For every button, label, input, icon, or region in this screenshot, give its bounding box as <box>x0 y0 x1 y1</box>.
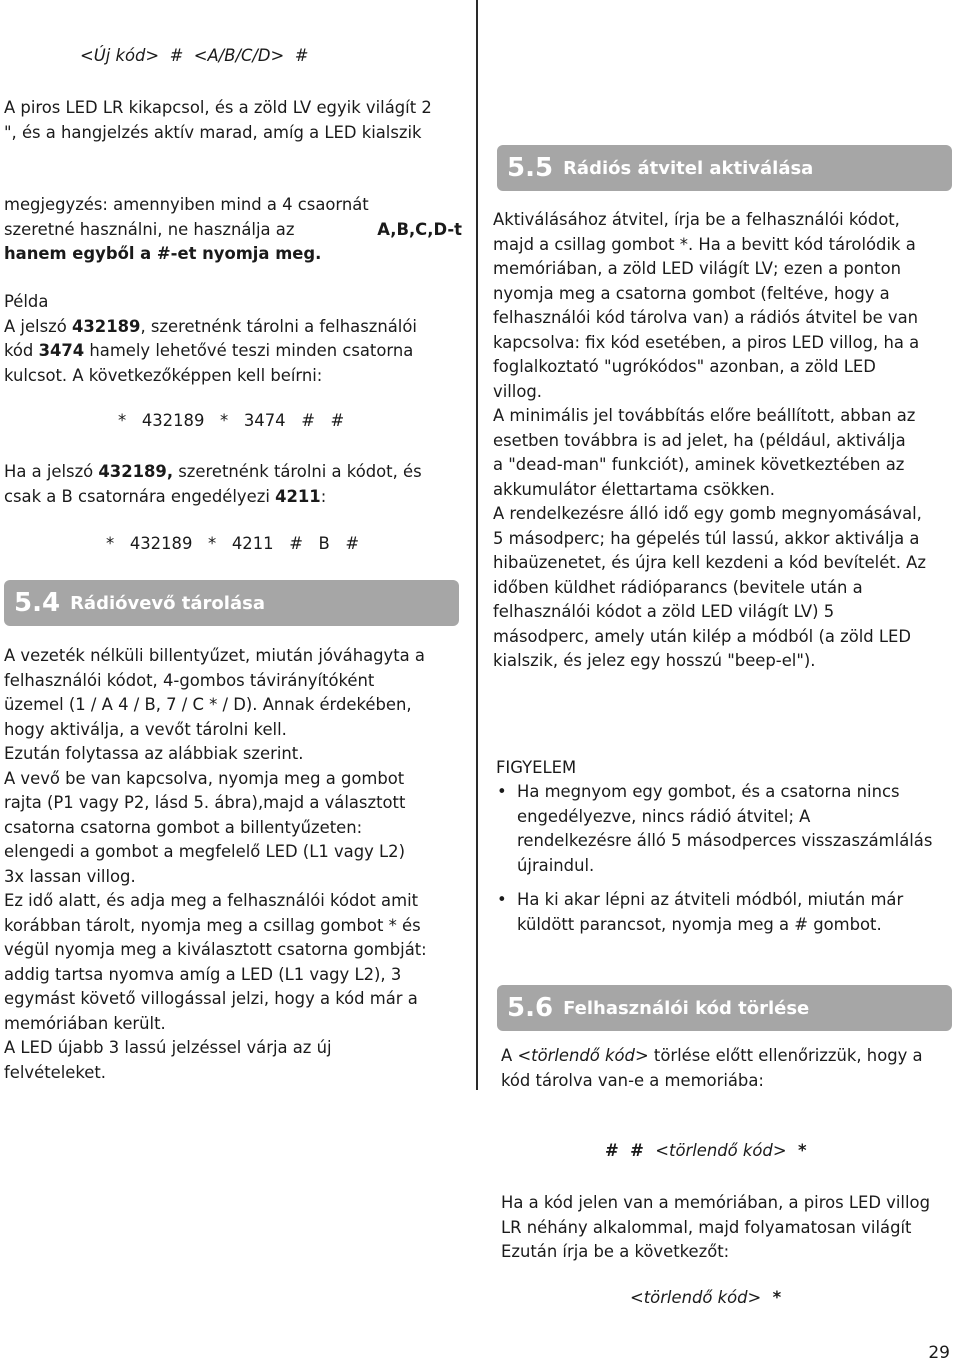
new-code-syntax: <Új kód> # <A/B/C/D> # <box>80 46 309 65</box>
warning-title: FIGYELEM <box>496 758 577 777</box>
column-divider <box>476 0 478 1090</box>
note-paragraph: megjegyzés: amennyiben mind a 4 csaornát szeretné használni, ne használja az A,B,C,D-t hanem egyből a #-et nyomja meg. <box>4 195 462 263</box>
section-heading-5-6: 5.6 Felhasználói kód törlése <box>497 985 952 1031</box>
warning-list <box>493 780 959 937</box>
example-code-2: * 432189 * 4211 # B # <box>106 534 360 553</box>
led-paragraph: A piros LED LR kikapcsol, és a zöld LV egyik világít 2 ", és a hangjelzés aktív marad, amíg a LED kialszik <box>4 98 432 142</box>
section-heading-5-4: 5.4 Rádióvevő tárolása <box>4 580 459 626</box>
radio-activation-paragraph: Aktiválásához átvitel, írja be a felhasználói kódot, majd a csillag gombot *. Ha a bevitt kód tárolódik a memóriában, a zöld LED világít LV; ezen a ponton nyomja meg a csatorna gombot (feltéve, hogy a felhasználói kód tárolva van) a rádiós átvitel be van kapcsolva: fix kód esetében, a piros LED villog, ha a foglalkoztató "ugrókódos" azonban, a zöld LED villog. A minimális jel továbbítás előre beállított, abban az esetben továbbra is ad jelet, ha (például, aktiválja a "dead-man" funkciót), aminek következtében az akkumulátor élettartama csökken. A rendelkezésre álló idő egy gomb megnyomásával, 5 másodperc; ha gépelés túl lassú, akkor aktiválja a hibaüzenetet, és újra kell kezdeni a kód bevítelét. Az időben küldhet rádióparancs (bevitele után a felhasználói kódot a zöld LED világít LV) 5 másodperc, amely után kilép a módból (a zöld LED kialszik, és jelez egy hosszú "beep-el"). <box>493 210 926 670</box>
receiver-storage-paragraph: A vezeték nélküli billentyűzet, miután jóváhagyta a felhasználói kódot, 4-gombos távirányítóként üzemel (1 / A 4 / B, 7 / C * / D). Annak érdekében, hogy aktiválja, a vevőt tárolni kell. Ezután folytassa az alábbiak szerint. A vevő be van kapcsolva, nyomja meg a gombot rajta (P1 vagy P2, lásd 5. ábra),majd a választott csatorna csatorna gombot a billentyűzeten: elengedi a gombot a megfelelő LED (L1 vagy L2) 3x lassan villog. Ez idő alatt, és adja meg a felhasználói kódot amit korábban tárolt, nyomja meg a csillag gombot * és végül nyomja meg a kiválasztott csatorna gombját: addig tartsa nyomva amíg a LED (L1 vagy L2), 3 egymást követő villogással jelzi, hogy a kód már a memóriában került. A LED újabb 3 lassú jelzéssel várja az új felvételeket. <box>4 646 427 1082</box>
bullet-icon: • <box>497 782 507 801</box>
channel-b-paragraph: Ha a jelszó 432189, szeretnénk tárolni a kódot, és csak a B csatornára engedélyezi 4211: <box>4 462 422 506</box>
list-item: • Ha megnyom egy gombot, és a csatorna nincs engedélyezve, nincs rádió átvitel; A rendelkezésre álló 5 másodperces visszaszámlálás újraindul. <box>497 782 933 875</box>
example-code-1: * 432189 * 3474 # # <box>118 411 345 430</box>
delete-confirm-paragraph: Ha a kód jelen van a memóriában, a piros LED villog LR néhány alkalommal, majd folyamatosan világít Ezután írja be a következőt: <box>501 1193 930 1261</box>
page-number: 29 <box>928 1343 950 1363</box>
delete-code-confirm-syntax: <törlendő kód> * <box>630 1288 782 1307</box>
bullet-icon: • <box>497 890 507 909</box>
example-paragraph: Példa A jelszó 432189, szeretnénk tárolni a felhasználói kód 3474 hamely lehetővé teszi minden csatorna kulcsot. A következőképpen kell beírni: <box>4 292 417 385</box>
delete-code-paragraph: A <törlendő kód> törlése előtt ellenőrizzük, hogy a kód tárolva van-e a memoriába: <box>501 1046 923 1090</box>
section-heading-5-5: 5.5 Rádiós átvitel aktiválása <box>497 145 952 191</box>
list-item: • Ha ki akar lépni az átviteli módból, miután már küldött parancsot, nyomja meg a # gombot. <box>497 890 904 934</box>
delete-code-syntax: # # <törlendő kód> * <box>605 1141 807 1160</box>
